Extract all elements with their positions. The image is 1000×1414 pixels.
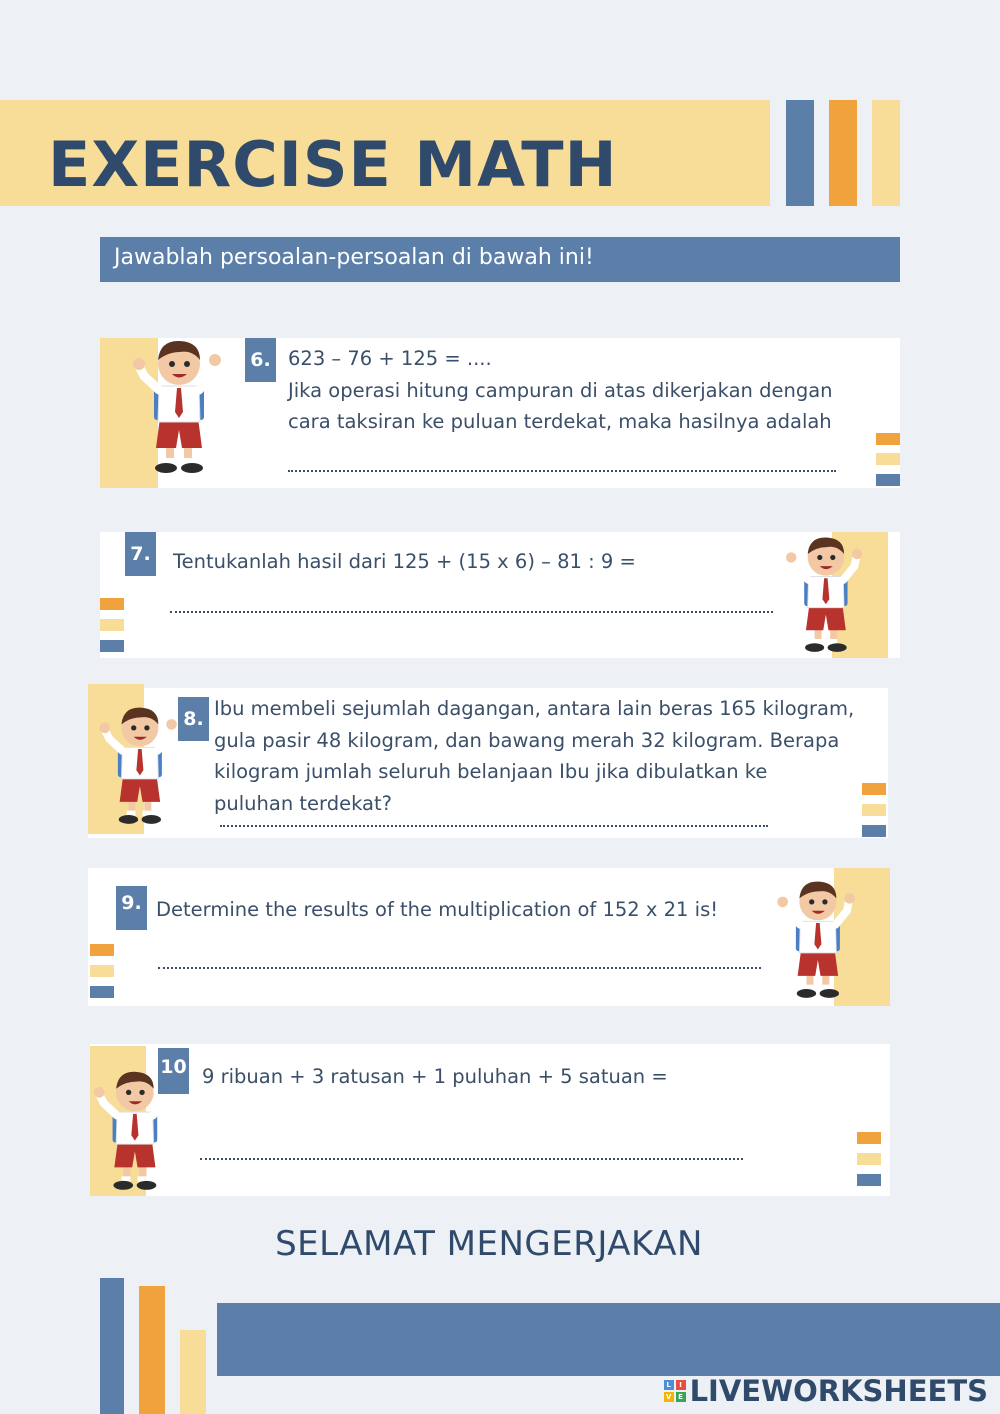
liveworksheets-logo-icon [664,1380,686,1402]
answer-field-6[interactable] [288,470,836,472]
question-number-8: 8. [178,697,209,741]
footer-stripe-blue [100,1278,124,1414]
schoolboy-illustration [132,330,224,480]
question-line: Determine the results of the multiplication of 152 x 21 is! [156,898,719,921]
question-number-7: 7. [125,532,156,576]
mini-stripe-yellow [857,1153,881,1165]
schoolboy-illustration [785,528,865,658]
question-number-6: 6. [245,338,276,382]
mini-stripe-blue [876,474,900,486]
brand-name: LIVEWORKSHEETS [689,1374,988,1408]
mini-stripe-orange [857,1132,881,1144]
question-text-9 [156,894,776,926]
logo-letter: E [676,1392,686,1402]
question-text-10 [202,1061,822,1093]
question-number-9: 9. [116,886,147,930]
question-line: 623 – 76 + 125 = .... [288,347,492,370]
question-text-6 [288,343,888,438]
footer-stripe-orange [139,1286,165,1414]
answer-field-8[interactable] [220,825,768,827]
question-line: Ibu membeli sejumlah dagangan, antara lain beras 165 kilogram, [214,697,855,720]
mini-stripe-orange [876,433,900,445]
question-line: 9 ribuan + 3 ratusan + 1 puluhan + 5 satuan = [202,1065,668,1088]
question-line: cara taksiran ke puluan terdekat, maka hasilnya adalah [288,410,832,433]
page-title: EXERCISE MATH [48,128,618,201]
question-card-9 [88,868,888,1006]
mini-stripe-blue [90,986,114,998]
question-line: Tentukanlah hasil dari 125 + (15 x 6) – 81 : 9 = [173,550,636,573]
question-line: gula pasir 48 kilogram, dan bawang merah 32 kilogram. Berapa [214,728,840,752]
mini-stripe-blue [857,1174,881,1186]
question-text-8 [214,693,884,819]
logo-letter: V [664,1392,674,1402]
mini-stripe-orange [90,944,114,956]
question-line: puluhan terdekat? [214,791,392,815]
answer-field-9[interactable] [158,967,761,969]
answer-field-10[interactable] [200,1158,743,1160]
answer-field-7[interactable] [170,611,773,613]
mini-stripe-orange [100,598,124,610]
mini-stripe-yellow [90,965,114,977]
footer-band [217,1303,1000,1376]
liveworksheets-brand[interactable] [664,1374,988,1408]
question-number-10: 10 [158,1048,189,1094]
logo-letter: I [676,1380,686,1390]
question-text-7 [173,546,773,578]
mini-stripe-orange [862,783,886,795]
schoolboy-illustration [98,698,180,830]
closing-message: SELAMAT MENGERJAKAN [275,1224,703,1264]
mini-stripe-yellow [100,619,124,631]
schoolboy-illustration [776,872,858,1004]
mini-stripe-blue [862,825,886,837]
question-line: Jika operasi hitung campuran di atas dikerjakan dengan [288,378,833,402]
header-stripe-yellow [872,100,900,206]
mini-stripe-blue [100,640,124,652]
footer-stripe-yellow [180,1330,206,1414]
logo-letter: L [664,1380,674,1390]
instruction-banner: Jawablah persoalan-persoalan di bawah ini! [100,237,900,282]
header-stripe-orange [829,100,857,206]
header-stripe-blue [786,100,814,206]
mini-stripe-yellow [876,453,900,465]
question-line: kilogram jumlah seluruh belanjaan Ibu jika dibulatkan ke [214,760,768,783]
mini-stripe-yellow [862,804,886,816]
